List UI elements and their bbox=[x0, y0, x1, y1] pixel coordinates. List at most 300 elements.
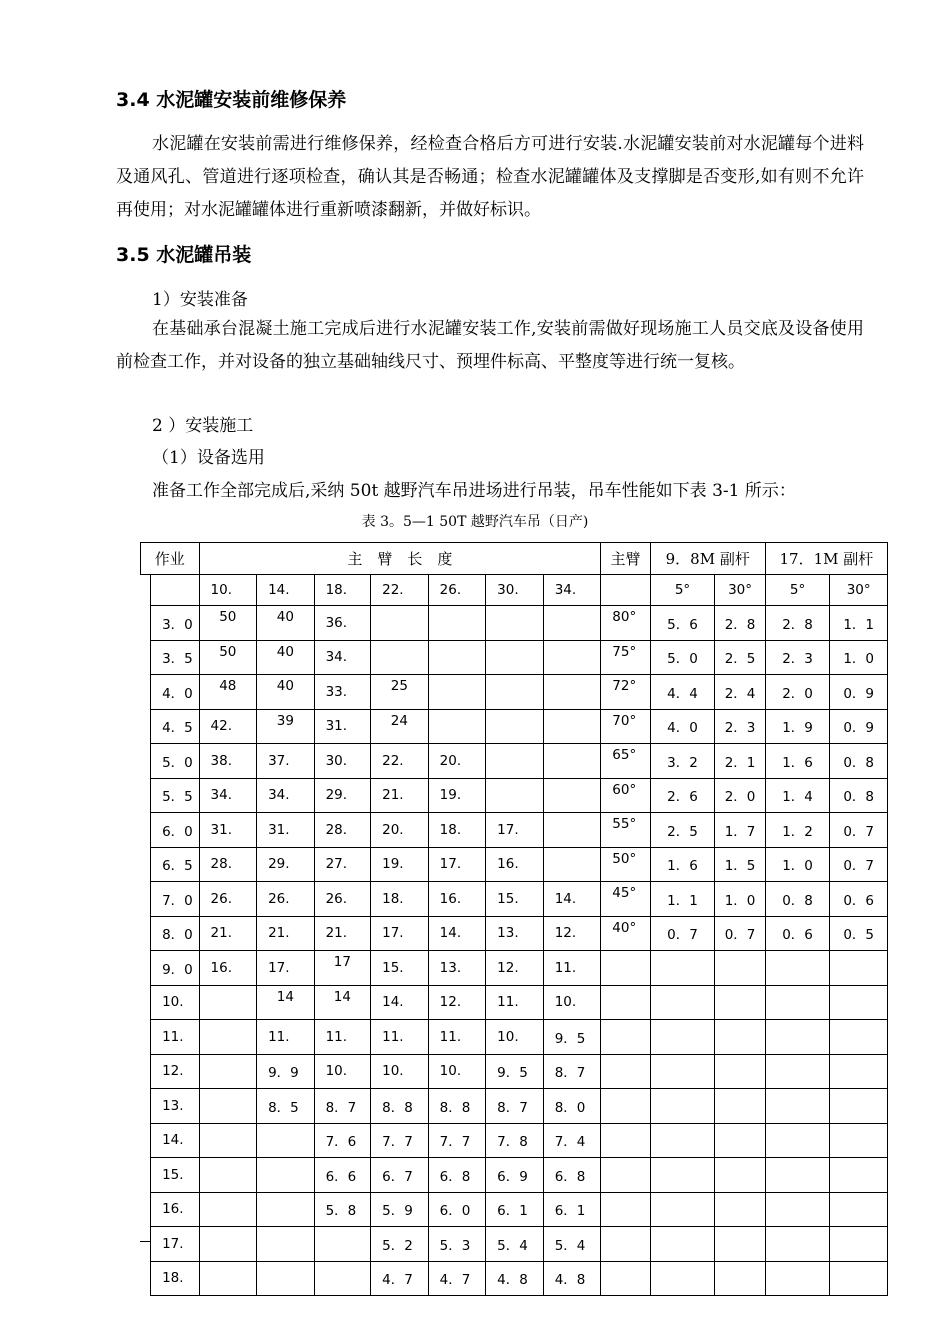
boom-angle-cell bbox=[601, 951, 650, 986]
capacity-cell: 10. bbox=[486, 1020, 544, 1055]
jib-capacity-cell: 4．4 bbox=[650, 675, 715, 710]
radius-cell: 5．5 bbox=[151, 778, 199, 813]
radius-cell: 15. bbox=[151, 1158, 199, 1193]
capacity-cell: 33. bbox=[314, 675, 371, 710]
table-header-row-2 bbox=[141, 574, 888, 606]
jib-capacity-cell bbox=[765, 951, 830, 986]
jib-capacity-cell bbox=[830, 1020, 888, 1055]
radius-cell: 13. bbox=[151, 1089, 199, 1124]
jib-capacity-cell bbox=[650, 1089, 715, 1124]
jib-capacity-cell: 1．1 bbox=[830, 606, 888, 641]
capacity-cell bbox=[543, 675, 601, 710]
capacity-cell: 10. bbox=[543, 985, 601, 1020]
section-3-4-heading: 3.4 水泥罐安装前维修保养 bbox=[116, 89, 347, 111]
jib-capacity-cell: 1．0 bbox=[830, 640, 888, 675]
capacity-cell: 4．8 bbox=[543, 1261, 601, 1296]
jib-capacity-cell: 3．2 bbox=[650, 744, 715, 779]
table-gap-cell bbox=[141, 778, 151, 813]
radius-cell: 6．5 bbox=[151, 847, 199, 882]
capacity-cell: 50 bbox=[199, 606, 257, 641]
jib-capacity-cell: 1．6 bbox=[650, 847, 715, 882]
jib-capacity-cell bbox=[650, 1123, 715, 1158]
table-gap-cell bbox=[141, 951, 151, 986]
radius-cell: 4．0 bbox=[151, 675, 199, 710]
jib-capacity-cell: 2．5 bbox=[650, 813, 715, 848]
capacity-cell: 34. bbox=[199, 778, 257, 813]
capacity-cell bbox=[543, 606, 601, 641]
capacity-cell: 11. bbox=[486, 985, 544, 1020]
jib-capacity-cell: 2．0 bbox=[715, 778, 765, 813]
table-header-row-1 bbox=[141, 543, 888, 575]
jib-capacity-cell: 1．4 bbox=[765, 778, 830, 813]
capacity-cell: 42. bbox=[199, 709, 257, 744]
capacity-cell: 4．7 bbox=[371, 1261, 429, 1296]
jib-capacity-cell: 1．9 bbox=[765, 709, 830, 744]
boom-angle-cell: 40° bbox=[601, 916, 650, 951]
capacity-cell: 16. bbox=[199, 951, 257, 986]
boom-angle-cell: 55° bbox=[601, 813, 650, 848]
capacity-cell: 17. bbox=[428, 847, 486, 882]
table-gap-cell bbox=[141, 640, 151, 675]
table-row bbox=[141, 916, 888, 951]
header-boom-length: 30. bbox=[486, 574, 544, 606]
table-row bbox=[141, 813, 888, 848]
jib-capacity-cell bbox=[830, 1054, 888, 1089]
table-gap-cell bbox=[141, 1123, 151, 1158]
radius-cell: 14. bbox=[151, 1123, 199, 1158]
capacity-cell bbox=[486, 675, 544, 710]
capacity-cell: 31. bbox=[314, 709, 371, 744]
jib-capacity-cell: 1．0 bbox=[765, 847, 830, 882]
boom-angle-cell: 45° bbox=[601, 882, 650, 917]
jib-capacity-cell: 2．1 bbox=[715, 744, 765, 779]
capacity-cell: 17 bbox=[314, 951, 371, 986]
jib-capacity-cell bbox=[715, 1123, 765, 1158]
header-main-boom-length: 主 臂 长 度 bbox=[199, 543, 601, 575]
boom-angle-cell: 60° bbox=[601, 778, 650, 813]
capacity-cell bbox=[428, 675, 486, 710]
capacity-cell: 6．6 bbox=[314, 1158, 371, 1193]
capacity-cell: 27. bbox=[314, 847, 371, 882]
capacity-cell: 34. bbox=[257, 778, 315, 813]
radius-cell: 3．0 bbox=[151, 606, 199, 641]
table-row bbox=[141, 1089, 888, 1124]
table-row bbox=[141, 606, 888, 641]
header-jib-17-1m: 17．1M 副杆 bbox=[765, 543, 887, 575]
capacity-cell: 11. bbox=[543, 951, 601, 986]
boom-angle-cell: 72° bbox=[601, 675, 650, 710]
capacity-cell: 16. bbox=[428, 882, 486, 917]
jib-capacity-cell bbox=[650, 1261, 715, 1296]
header-boom-length: 18. bbox=[314, 574, 371, 606]
radius-cell: 9．0 bbox=[151, 951, 199, 986]
jib-capacity-cell bbox=[650, 951, 715, 986]
capacity-cell: 48 bbox=[199, 675, 257, 710]
capacity-cell: 12. bbox=[486, 951, 544, 986]
capacity-cell: 12. bbox=[428, 985, 486, 1020]
capacity-cell: 15. bbox=[371, 951, 429, 986]
radius-cell: 6．0 bbox=[151, 813, 199, 848]
header-blank-cell bbox=[151, 574, 199, 606]
capacity-cell bbox=[199, 1089, 257, 1124]
capacity-cell: 4．7 bbox=[428, 1261, 486, 1296]
jib-capacity-cell: 1．6 bbox=[765, 744, 830, 779]
capacity-cell: 9．5 bbox=[486, 1054, 544, 1089]
jib-capacity-cell: 2．0 bbox=[765, 675, 830, 710]
capacity-cell: 21. bbox=[257, 916, 315, 951]
header-blank-cell bbox=[601, 574, 650, 606]
capacity-cell: 14. bbox=[543, 882, 601, 917]
capacity-cell: 31. bbox=[257, 813, 315, 848]
capacity-cell bbox=[371, 640, 429, 675]
capacity-cell: 6．0 bbox=[428, 1192, 486, 1227]
jib-capacity-cell bbox=[715, 1020, 765, 1055]
capacity-cell bbox=[486, 709, 544, 744]
radius-cell: 5．0 bbox=[151, 744, 199, 779]
jib-capacity-cell: 0．8 bbox=[765, 882, 830, 917]
capacity-cell: 9．9 bbox=[257, 1054, 315, 1089]
jib-capacity-cell bbox=[715, 1261, 765, 1296]
capacity-cell: 7．6 bbox=[314, 1123, 371, 1158]
capacity-cell bbox=[543, 847, 601, 882]
radius-cell: 17. bbox=[151, 1227, 199, 1262]
jib-capacity-cell: 5．0 bbox=[650, 640, 715, 675]
capacity-cell: 14 bbox=[314, 985, 371, 1020]
jib-capacity-cell: 2．3 bbox=[715, 709, 765, 744]
jib-capacity-cell: 4．0 bbox=[650, 709, 715, 744]
jib-capacity-cell bbox=[650, 1192, 715, 1227]
capacity-cell bbox=[428, 606, 486, 641]
capacity-cell: 8．5 bbox=[257, 1089, 315, 1124]
capacity-cell bbox=[543, 640, 601, 675]
jib-capacity-cell bbox=[830, 985, 888, 1020]
jib-capacity-cell: 1．0 bbox=[715, 882, 765, 917]
capacity-cell: 50 bbox=[199, 640, 257, 675]
table-gap-cell bbox=[141, 847, 151, 882]
capacity-cell: 26. bbox=[314, 882, 371, 917]
capacity-cell: 5．9 bbox=[371, 1192, 429, 1227]
capacity-cell bbox=[257, 1227, 315, 1262]
jib-capacity-cell: 0．8 bbox=[830, 778, 888, 813]
header-main-boom: 主臂 bbox=[601, 543, 650, 575]
jib-capacity-cell: 2．5 bbox=[715, 640, 765, 675]
capacity-cell: 8．8 bbox=[428, 1089, 486, 1124]
table-gap-cell bbox=[141, 675, 151, 710]
boom-angle-cell: 50° bbox=[601, 847, 650, 882]
capacity-cell: 38. bbox=[199, 744, 257, 779]
jib-capacity-cell bbox=[765, 1020, 830, 1055]
table-gap-cell bbox=[141, 1192, 151, 1227]
table-gap-cell bbox=[141, 1227, 151, 1262]
boom-angle-cell bbox=[601, 1123, 650, 1158]
table-gap-cell bbox=[141, 882, 151, 917]
capacity-cell bbox=[543, 778, 601, 813]
capacity-cell: 29. bbox=[257, 847, 315, 882]
table-gap-cell bbox=[141, 1089, 151, 1124]
capacity-cell: 30. bbox=[314, 744, 371, 779]
capacity-cell: 6．1 bbox=[486, 1192, 544, 1227]
capacity-cell bbox=[428, 640, 486, 675]
step-1-paragraph: 在基础承台混凝土施工完成后进行水泥罐安装工作,安装前需做好现场施工人员交底及设备使用前检查工作，并对设备的独立基础轴线尺寸、预埋件标高、平整度等进行统一复核。 bbox=[116, 319, 864, 372]
table-gap-cell bbox=[141, 1261, 151, 1296]
boom-angle-cell bbox=[601, 1020, 650, 1055]
capacity-cell bbox=[199, 1054, 257, 1089]
table-caption: 表 3。5—1 50T 越野汽车吊（日产) bbox=[361, 514, 589, 530]
jib-capacity-cell bbox=[830, 1158, 888, 1193]
jib-capacity-cell bbox=[830, 1261, 888, 1296]
capacity-cell: 5．4 bbox=[486, 1227, 544, 1262]
boom-angle-cell: 80° bbox=[601, 606, 650, 641]
jib-capacity-cell bbox=[765, 985, 830, 1020]
jib-capacity-cell bbox=[715, 1192, 765, 1227]
capacity-cell bbox=[543, 744, 601, 779]
header-jib-angle: 30° bbox=[830, 574, 888, 606]
capacity-cell: 9．5 bbox=[543, 1020, 601, 1055]
capacity-cell: 8．7 bbox=[314, 1089, 371, 1124]
capacity-cell: 8．7 bbox=[543, 1054, 601, 1089]
capacity-cell bbox=[543, 813, 601, 848]
table-row bbox=[141, 640, 888, 675]
capacity-cell: 6．7 bbox=[371, 1158, 429, 1193]
capacity-cell: 36. bbox=[314, 606, 371, 641]
capacity-cell bbox=[486, 778, 544, 813]
capacity-cell bbox=[428, 709, 486, 744]
jib-capacity-cell: 2．8 bbox=[715, 606, 765, 641]
capacity-cell: 16. bbox=[486, 847, 544, 882]
jib-capacity-cell bbox=[830, 1192, 888, 1227]
table-row bbox=[141, 882, 888, 917]
table-gap-cell bbox=[141, 985, 151, 1020]
jib-capacity-cell bbox=[765, 1054, 830, 1089]
capacity-cell: 8．0 bbox=[543, 1089, 601, 1124]
capacity-cell bbox=[314, 1261, 371, 1296]
jib-capacity-cell: 0．9 bbox=[830, 709, 888, 744]
table-gap-cell bbox=[141, 1158, 151, 1193]
capacity-cell: 18. bbox=[428, 813, 486, 848]
jib-capacity-cell: 0．7 bbox=[650, 916, 715, 951]
header-boom-length: 26. bbox=[428, 574, 486, 606]
capacity-cell: 26. bbox=[257, 882, 315, 917]
jib-capacity-cell bbox=[830, 1227, 888, 1262]
capacity-cell: 19. bbox=[371, 847, 429, 882]
capacity-cell bbox=[486, 606, 544, 641]
radius-cell: 12. bbox=[151, 1054, 199, 1089]
jib-capacity-cell bbox=[650, 1227, 715, 1262]
capacity-cell: 8．8 bbox=[371, 1089, 429, 1124]
capacity-cell: 4．8 bbox=[486, 1261, 544, 1296]
table-gap-cell bbox=[141, 813, 151, 848]
table-corner-stub bbox=[140, 1241, 150, 1242]
table-row bbox=[141, 1261, 888, 1296]
capacity-cell: 29. bbox=[314, 778, 371, 813]
jib-capacity-cell: 5．6 bbox=[650, 606, 715, 641]
step-2-label: 2 ）安装施工 bbox=[152, 416, 254, 436]
boom-angle-cell bbox=[601, 1261, 650, 1296]
radius-cell: 8．0 bbox=[151, 916, 199, 951]
section-3-4-paragraph: 水泥罐在安装前需进行维修保养，经检查合格后方可进行安装.水泥罐安装前对水泥罐每个进料及通风孔、管道进行逐项检查，确认其是否畅通；检查水泥罐罐体及支撑脚是否变形,如有则不允许再使用；对水泥罐罐体进行重新喷漆翻新，并做好标识。 bbox=[116, 134, 864, 220]
capacity-cell: 22. bbox=[371, 744, 429, 779]
capacity-cell bbox=[199, 1261, 257, 1296]
jib-capacity-cell: 2．4 bbox=[715, 675, 765, 710]
capacity-cell bbox=[199, 1123, 257, 1158]
header-jib-angle: 5° bbox=[765, 574, 830, 606]
jib-capacity-cell bbox=[715, 1089, 765, 1124]
jib-capacity-cell: 0．6 bbox=[830, 882, 888, 917]
capacity-cell: 40 bbox=[257, 640, 315, 675]
capacity-cell: 11. bbox=[371, 1020, 429, 1055]
jib-capacity-cell bbox=[830, 951, 888, 986]
boom-angle-cell: 65° bbox=[601, 744, 650, 779]
capacity-cell bbox=[199, 1020, 257, 1055]
table-row bbox=[141, 951, 888, 986]
radius-cell: 11. bbox=[151, 1020, 199, 1055]
capacity-cell bbox=[371, 606, 429, 641]
table-row bbox=[141, 709, 888, 744]
capacity-cell: 19. bbox=[428, 778, 486, 813]
capacity-cell bbox=[486, 640, 544, 675]
capacity-cell bbox=[199, 1227, 257, 1262]
capacity-cell bbox=[199, 1192, 257, 1227]
jib-capacity-cell bbox=[765, 1261, 830, 1296]
capacity-cell: 28. bbox=[314, 813, 371, 848]
jib-capacity-cell bbox=[715, 951, 765, 986]
capacity-cell bbox=[486, 744, 544, 779]
boom-angle-cell bbox=[601, 1192, 650, 1227]
step-1-label: 1）安装准备 bbox=[152, 290, 248, 310]
jib-capacity-cell: 0．7 bbox=[830, 847, 888, 882]
boom-angle-cell bbox=[601, 985, 650, 1020]
capacity-cell: 34. bbox=[314, 640, 371, 675]
jib-capacity-cell: 0．8 bbox=[830, 744, 888, 779]
jib-capacity-cell bbox=[765, 1089, 830, 1124]
table-gap-cell bbox=[141, 574, 151, 606]
table-row bbox=[141, 1227, 888, 1262]
capacity-cell: 7．7 bbox=[371, 1123, 429, 1158]
table-gap-cell bbox=[141, 916, 151, 951]
sub-step-1-label: （1）设备选用 bbox=[152, 448, 265, 468]
capacity-cell bbox=[199, 985, 257, 1020]
capacity-cell: 11. bbox=[257, 1020, 315, 1055]
capacity-cell: 31. bbox=[199, 813, 257, 848]
table-gap-cell bbox=[141, 1020, 151, 1055]
capacity-cell: 20. bbox=[428, 744, 486, 779]
capacity-cell: 6．9 bbox=[486, 1158, 544, 1193]
radius-cell: 3．5 bbox=[151, 640, 199, 675]
capacity-cell bbox=[543, 709, 601, 744]
table-gap-cell bbox=[141, 606, 151, 641]
capacity-cell bbox=[199, 1158, 257, 1193]
jib-capacity-cell: 2．3 bbox=[765, 640, 830, 675]
capacity-cell: 10. bbox=[314, 1054, 371, 1089]
table-gap-cell bbox=[141, 709, 151, 744]
capacity-cell: 39 bbox=[257, 709, 315, 744]
jib-capacity-cell bbox=[765, 1123, 830, 1158]
table-row bbox=[141, 1192, 888, 1227]
boom-angle-cell bbox=[601, 1089, 650, 1124]
capacity-cell: 14 bbox=[257, 985, 315, 1020]
capacity-cell: 5．3 bbox=[428, 1227, 486, 1262]
capacity-cell: 11. bbox=[314, 1020, 371, 1055]
boom-angle-cell: 70° bbox=[601, 709, 650, 744]
section-3-5-heading: 3.5 水泥罐吊装 bbox=[116, 244, 252, 266]
capacity-cell: 7．8 bbox=[486, 1123, 544, 1158]
capacity-cell: 13. bbox=[428, 951, 486, 986]
capacity-cell bbox=[314, 1227, 371, 1262]
header-jib-9-8m: 9．8M 副杆 bbox=[650, 543, 765, 575]
radius-cell: 16. bbox=[151, 1192, 199, 1227]
capacity-cell: 25 bbox=[371, 675, 429, 710]
jib-capacity-cell: 2．8 bbox=[765, 606, 830, 641]
capacity-cell: 40 bbox=[257, 675, 315, 710]
capacity-cell: 28. bbox=[199, 847, 257, 882]
jib-capacity-cell bbox=[650, 1020, 715, 1055]
jib-capacity-cell bbox=[715, 985, 765, 1020]
crane-capacity-table bbox=[140, 542, 888, 1296]
jib-capacity-cell: 0．7 bbox=[830, 813, 888, 848]
jib-capacity-cell bbox=[765, 1192, 830, 1227]
jib-capacity-cell: 0．5 bbox=[830, 916, 888, 951]
table-row bbox=[141, 675, 888, 710]
header-jib-angle: 5° bbox=[650, 574, 715, 606]
jib-capacity-cell: 2．6 bbox=[650, 778, 715, 813]
capacity-cell: 21. bbox=[199, 916, 257, 951]
jib-capacity-cell bbox=[650, 985, 715, 1020]
table-row bbox=[141, 847, 888, 882]
header-work: 作业 bbox=[141, 543, 200, 575]
jib-capacity-cell: 1．7 bbox=[715, 813, 765, 848]
radius-cell: 7．0 bbox=[151, 882, 199, 917]
capacity-cell: 40 bbox=[257, 606, 315, 641]
capacity-cell: 37. bbox=[257, 744, 315, 779]
header-boom-length: 10. bbox=[199, 574, 257, 606]
capacity-cell: 6．1 bbox=[543, 1192, 601, 1227]
header-boom-length: 22. bbox=[371, 574, 429, 606]
capacity-cell: 17. bbox=[257, 951, 315, 986]
capacity-cell: 8．7 bbox=[486, 1089, 544, 1124]
table-row bbox=[141, 1054, 888, 1089]
radius-cell: 10. bbox=[151, 985, 199, 1020]
capacity-cell: 6．8 bbox=[428, 1158, 486, 1193]
jib-capacity-cell: 1．1 bbox=[650, 882, 715, 917]
sub-step-1-text: 准备工作全部完成后,采纳 50t 越野汽车吊进场进行吊装，吊车性能如下表 3-1 所示： bbox=[152, 481, 796, 501]
radius-cell: 18. bbox=[151, 1261, 199, 1296]
capacity-cell: 13. bbox=[486, 916, 544, 951]
capacity-cell: 17. bbox=[486, 813, 544, 848]
table-gap-cell bbox=[141, 744, 151, 779]
jib-capacity-cell bbox=[830, 1123, 888, 1158]
table-row bbox=[141, 1123, 888, 1158]
jib-capacity-cell bbox=[715, 1158, 765, 1193]
capacity-cell: 7．4 bbox=[543, 1123, 601, 1158]
boom-angle-cell bbox=[601, 1227, 650, 1262]
capacity-cell: 7．7 bbox=[428, 1123, 486, 1158]
capacity-cell: 10. bbox=[428, 1054, 486, 1089]
jib-capacity-cell bbox=[650, 1158, 715, 1193]
boom-angle-cell bbox=[601, 1054, 650, 1089]
capacity-cell: 17. bbox=[371, 916, 429, 951]
table-row bbox=[141, 985, 888, 1020]
capacity-cell: 12. bbox=[543, 916, 601, 951]
boom-angle-cell: 75° bbox=[601, 640, 650, 675]
capacity-cell: 21. bbox=[314, 916, 371, 951]
capacity-cell bbox=[257, 1261, 315, 1296]
table-row bbox=[141, 744, 888, 779]
header-jib-angle: 30° bbox=[715, 574, 765, 606]
boom-angle-cell bbox=[601, 1158, 650, 1193]
jib-capacity-cell bbox=[830, 1089, 888, 1124]
capacity-cell: 10. bbox=[371, 1054, 429, 1089]
capacity-cell: 20. bbox=[371, 813, 429, 848]
